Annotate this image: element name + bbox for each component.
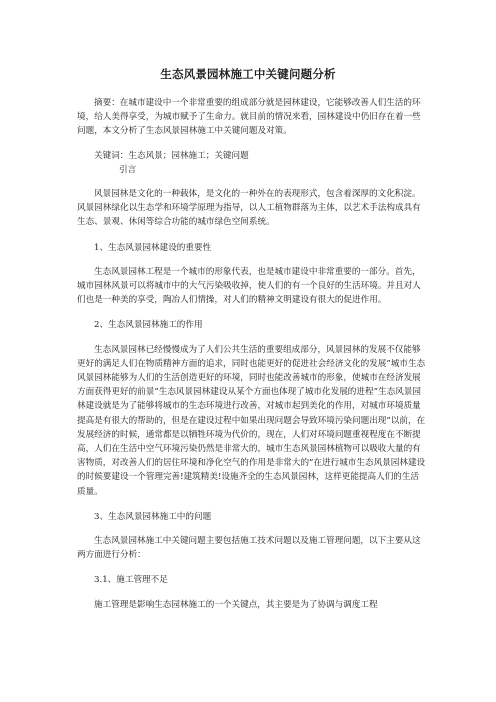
section-3-1-heading: 3.1、施工管理不足 <box>94 575 168 586</box>
document-body <box>77 96 427 612</box>
section-3-1-paragraph: 施工管理是影响生态园林施工的一个关键点，其主要是为了协调与调度工程 <box>94 599 378 610</box>
keywords-line: 关键词：生态风景；园林施工；关键问题 <box>94 150 249 161</box>
document-title: 生态风景园林施工中关键问题分析 <box>160 67 336 81</box>
section-1-paragraph: 生态风景园林工程是一个城市的形象代表，也是城市建设中非常重要的一部分。首先，城市园林风景可以将城市中的大气污染吸收掉，使人们的有一个良好的生活环境。并且对人们也是一种美的享受，陶冶人们情操，对人们的精神文明建设有很大的促进作用。 <box>77 266 421 306</box>
section-3-paragraph: 生态风景园林施工中关键问题主要包括施工技术问题以及施工管理问题，以下主要从这两方面进行分析： <box>77 536 421 561</box>
preface-paragraph: 风景园林是文化的一种载体，是文化的一种外在的表现形式，包含着深厚的文化积淀。风景园林绿化以生态学和环境学原理为指导，以人工植物群落为主体，以艺术手法构成具有生态、景观、休闲等综合功能的城市绿色空间系统。 <box>77 189 421 228</box>
section-2-paragraph: 生态风景园林已经慢慢成为了人们公共生活的重要组成部分，风景园林的发展不仅能够更好的满足人们在物质精神方面的追求，同时也能更好的促进社会经济文化的发展”城市生态风景园林能够为人们的生活创造更好的环境，同时也能改善城市的形象，使城市在经济发展方面获得更好的前景”生态风景园林建设从某个方面也体现了城市化发展的进程”生态风景园林建设就是为了能够将城市的生态环境进行改善，对城市起到美化的作用，对城市环境质量提高是有很大的帮助的，但是在建设过程中如果出现问题会导致环境污染问题出现”以前，在发展经济的时候，通常都是以牺牲环境为代价的，现在，人们对环境问题重视程度在不断提高，人们在生活中空气环境污染仍然是非常大的，城市生态风景园林植物可以吸收大量的有害物质，对改善人们的居住环境和净化空气的作用是非常大的”在进行城市生态风景园林建设的时候要建设一个管理完善!建筑精美!设施齐全的生态风景园林，这样更能提高人们的生活质量。 <box>77 344 426 497</box>
section-1-heading: 1、生态风景园林建设的重要性 <box>94 242 212 253</box>
section-3-heading: 3、生态风景园林施工中的问题 <box>94 511 212 522</box>
preface-label: 引言 <box>119 164 137 175</box>
section-2-heading: 2、生态风景园林施工的作用 <box>94 320 203 331</box>
abstract-paragraph: 摘要：在城市建设中一个非常重要的组成部分就是园林建设，它能够改善人们生活的环境，给人美得享受，为城市赋予了生命力。就目前的情况来看，园林建设中仍旧存在着一些问题，本文分析了生态风景园林施工中关键问题及对策。 <box>77 98 421 137</box>
